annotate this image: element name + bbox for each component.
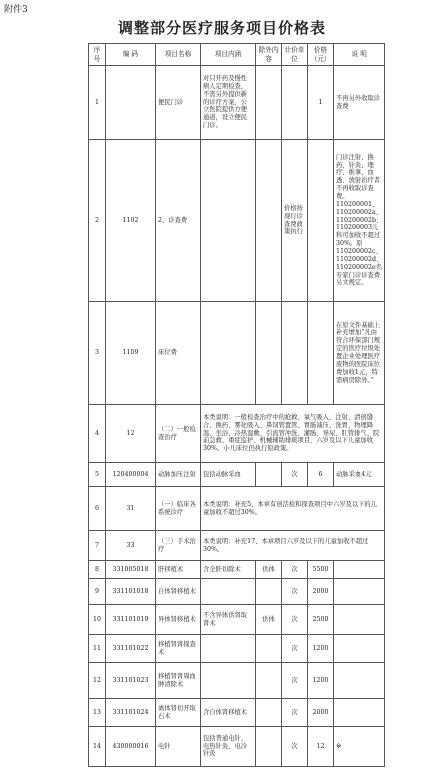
header-content: 项目内涵	[201, 44, 256, 66]
cell-name: （三）手术治疗	[156, 531, 201, 561]
cell-price: 2000	[308, 699, 334, 727]
page-title: 调整部分医疗服务项目价格表	[117, 19, 326, 37]
cell-price	[308, 140, 334, 302]
cell-unit: 次	[282, 579, 308, 605]
cell-unit: 次	[282, 605, 308, 635]
header-note: 说 明	[334, 44, 385, 66]
cell-seq: 10	[89, 605, 106, 635]
cell-price: 12	[308, 727, 334, 767]
cell-price: 2500	[308, 605, 334, 635]
cell-unit	[282, 66, 308, 140]
cell-price: 1200	[308, 635, 334, 663]
cell-price	[308, 302, 334, 405]
cell-exclusion	[256, 663, 282, 699]
header-exclusion: 除外内容	[256, 44, 282, 66]
cell-code: 331005018	[106, 561, 156, 579]
cell-code: 331101024	[106, 699, 156, 727]
cell-note: 动脉采血4元	[334, 463, 385, 487]
cell-exclusion: 供体	[256, 561, 282, 579]
cell-content: 包括动脉采血	[201, 463, 256, 487]
cell-seq: 4	[89, 405, 106, 463]
cell-content	[201, 140, 256, 302]
cell-note: ※	[334, 727, 385, 767]
cell-seq: 11	[89, 635, 106, 663]
cell-price: 6	[308, 463, 334, 487]
cell-exclusion	[256, 66, 282, 140]
header-seq: 序号	[89, 44, 106, 66]
attachment-label: 附件3	[4, 5, 28, 15]
cell-name: 自体肾移植术	[156, 579, 201, 605]
cell-unit: 次	[282, 463, 308, 487]
cell-content: 本类说明：补充17、本章项目六岁及以下的儿童加收不超过30%。	[201, 531, 385, 561]
header-price: 价格（元）	[308, 44, 334, 66]
cell-unit: 次	[282, 663, 308, 699]
cell-content: 含全肝切除术	[201, 561, 256, 579]
cell-content	[201, 579, 256, 605]
cell-unit: 次	[282, 699, 308, 727]
cell-code: 331101018	[106, 579, 156, 605]
cell-content	[201, 635, 256, 663]
cell-seq: 13	[89, 699, 106, 727]
cell-price: 1200	[308, 663, 334, 699]
table-row	[89, 605, 385, 635]
cell-code: 331101022	[106, 635, 156, 663]
cell-seq: 8	[89, 561, 106, 579]
cell-exclusion	[256, 302, 282, 405]
table-row	[89, 635, 385, 663]
cell-content: 包括普通电针、电热针灸、电冷针灸	[201, 727, 256, 767]
cell-unit	[282, 302, 308, 405]
cell-exclusion	[256, 635, 282, 663]
cell-name: （二）一般检查治疗	[156, 405, 201, 463]
cell-seq: 12	[89, 663, 106, 699]
cell-code	[106, 66, 156, 140]
price-table	[88, 43, 385, 767]
cell-name: 肝移植术	[156, 561, 201, 579]
table-row	[89, 140, 385, 302]
cell-exclusion: 供体	[256, 605, 282, 635]
table-row	[89, 405, 385, 463]
cell-exclusion	[256, 699, 282, 727]
table-row	[89, 727, 385, 767]
cell-name: 离体肾切开取石术	[156, 699, 201, 727]
table-row	[89, 561, 385, 579]
header-unit: 计价单位	[282, 44, 308, 66]
cell-code: 31	[106, 487, 156, 531]
cell-seq: 3	[89, 302, 106, 405]
cell-content	[201, 302, 256, 405]
cell-exclusion	[256, 463, 282, 487]
cell-name: 动脉加压注射	[156, 463, 201, 487]
cell-note	[334, 605, 385, 635]
cell-content: 含自体肾移植术	[201, 699, 256, 727]
cell-exclusion	[256, 140, 282, 302]
table-row	[89, 663, 385, 699]
cell-note: 门诊注射、换药、针灸、理疗、推拿、血透、放射治疗者不再收取诊查费。110200001、110200002a、110200002b、110200003儿科可加收不超过30%。原110200002c、110200002d、110200002e名专家门诊诊查费另文规定。	[334, 140, 385, 302]
cell-name: 2、诊查费	[156, 140, 201, 302]
cell-seq: 7	[89, 531, 106, 561]
cell-content	[201, 663, 256, 699]
cell-name: 便民门诊	[156, 66, 201, 140]
header-code: 编 码	[106, 44, 156, 66]
cell-note	[334, 561, 385, 579]
cell-seq: 14	[89, 727, 106, 767]
table-row	[89, 579, 385, 605]
cell-code: 1109	[106, 302, 156, 405]
cell-code: 33	[106, 531, 156, 561]
cell-content: 本类说明：一般检查治疗中的抢救、氧气吸入、注射、清创缝合、换药、雾化吸入、鼻饲管置管、胃肠减压、洗胃、物理降温、坐浴、冷热湿敷、引流管冲洗、灌肠、导尿、肛管排气、院前急救、重症监护、机械辅助排痰项目，六岁及以下儿童加收30%。小儿床位仍执行原政策。	[201, 405, 385, 463]
table-row	[89, 699, 385, 727]
cell-unit: 次	[282, 635, 308, 663]
cell-code: 331101019	[106, 605, 156, 635]
cell-code: 12	[106, 405, 156, 463]
cell-code: 430000016	[106, 727, 156, 767]
cell-note	[334, 663, 385, 699]
cell-content: 不含异体供肾取肾术	[201, 605, 256, 635]
cell-code: 120400004	[106, 463, 156, 487]
cell-code: 1102	[106, 140, 156, 302]
cell-unit: 价格按现行诊查费政策执行	[282, 140, 308, 302]
table-row	[89, 302, 385, 405]
cell-unit: 次	[282, 561, 308, 579]
cell-seq: 2	[89, 140, 106, 302]
cell-seq: 1	[89, 66, 106, 140]
cell-price: 2000	[308, 579, 334, 605]
cell-note	[334, 635, 385, 663]
cell-content: 本类说明：补充5、本章有创活检和探查项目中六岁及以下的儿童加收不超过30%。	[201, 487, 385, 531]
cell-name: 电针	[156, 727, 201, 767]
cell-note	[334, 579, 385, 605]
table-row	[89, 531, 385, 561]
cell-name: 移植肾肾探查术	[156, 635, 201, 663]
cell-name: （一）临床各系统诊疗	[156, 487, 201, 531]
header-name: 项目名称	[156, 44, 201, 66]
cell-note: 在原文件基础上补充增加“凡由符合环保部门规定的医疗垃圾处置企业处理医疗废物的医院床位费加收1元，特需病房除外。”	[334, 302, 385, 405]
cell-unit: 次	[282, 727, 308, 767]
cell-name: 移植肾肾周血肿清除术	[156, 663, 201, 699]
cell-exclusion	[256, 579, 282, 605]
cell-name: 床位费	[156, 302, 201, 405]
cell-seq: 9	[89, 579, 106, 605]
cell-content: 对只开药及慢性病人定期检查，不需另外提供新的诊疗方案，公立医院提供方便通道，设立便民门诊。	[201, 66, 256, 140]
cell-seq: 5	[89, 463, 106, 487]
table-row	[89, 66, 385, 140]
cell-seq: 6	[89, 487, 106, 531]
cell-exclusion	[256, 727, 282, 767]
cell-price: 5500	[308, 561, 334, 579]
header-row	[89, 44, 385, 66]
cell-code: 331101023	[106, 663, 156, 699]
cell-note: 不再另外收取诊查费	[334, 66, 385, 140]
table-row	[89, 487, 385, 531]
table-row	[89, 463, 385, 487]
cell-name: 异体肾移植术	[156, 605, 201, 635]
cell-price: 1	[308, 66, 334, 140]
cell-note	[334, 699, 385, 727]
